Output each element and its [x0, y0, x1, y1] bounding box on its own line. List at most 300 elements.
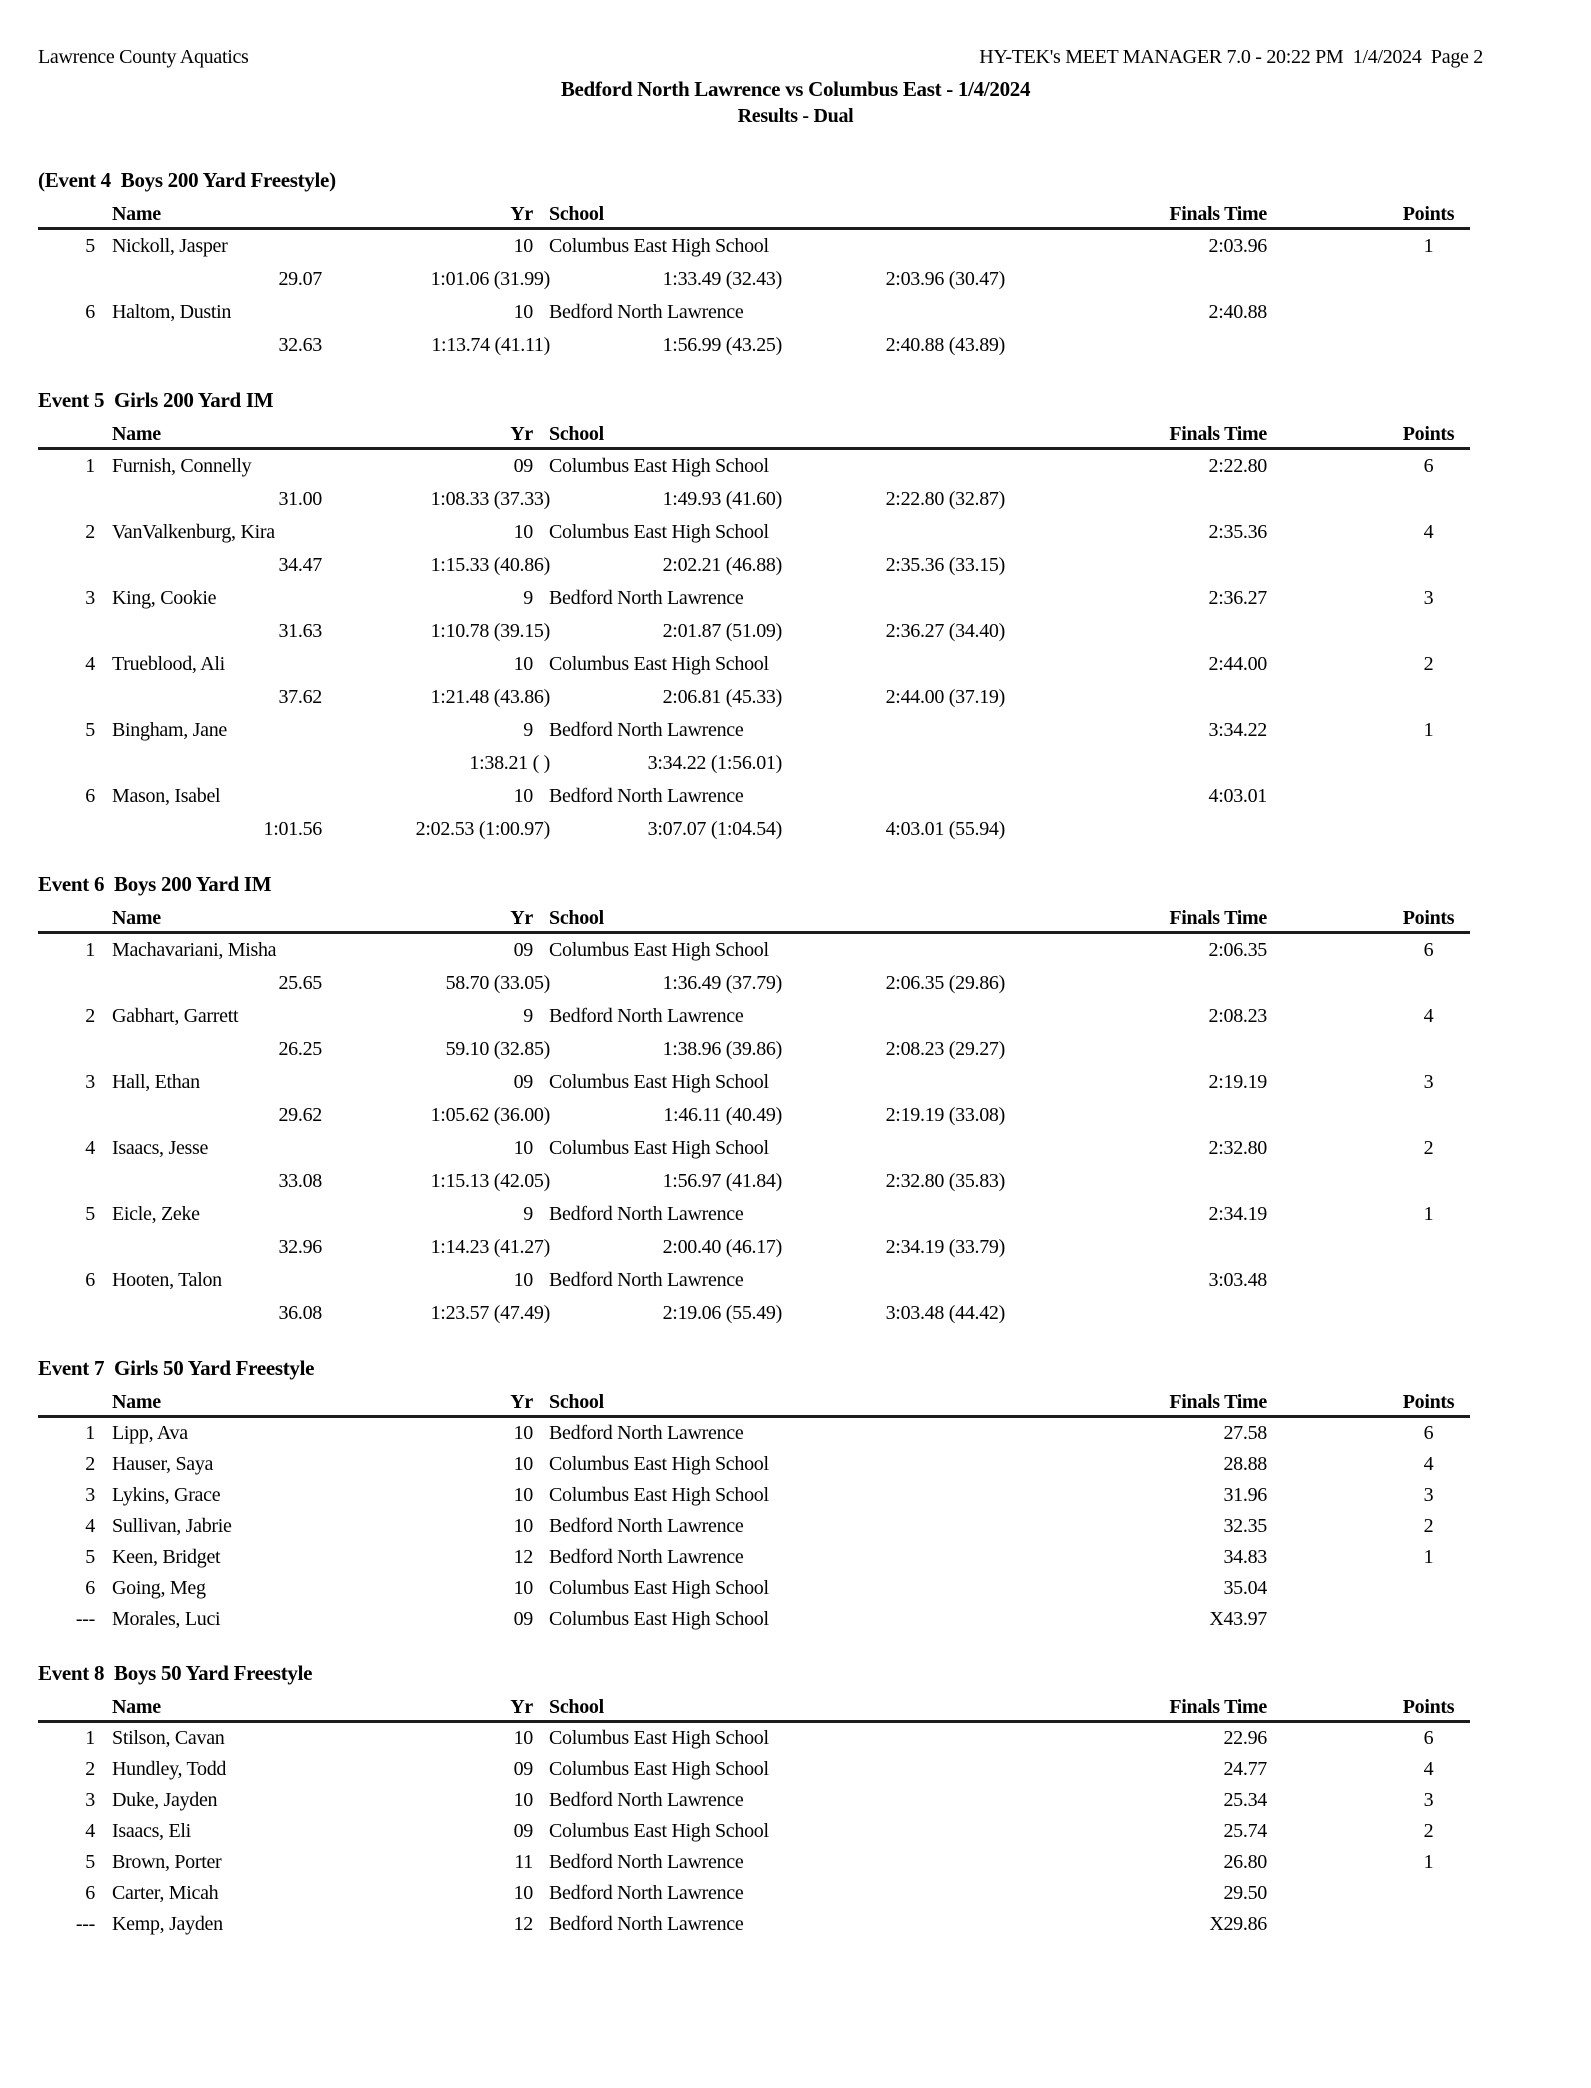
year-cell: 9: [523, 719, 533, 741]
column-header-school: School: [549, 423, 604, 445]
swimmer-name-cell: Sullivan, Jabrie: [112, 1515, 232, 1537]
place-cell: 5: [85, 1851, 95, 1873]
points-cell: 3: [1423, 587, 1434, 609]
finals-time-cell: 2:34.19: [1208, 1203, 1267, 1225]
school-cell: Columbus East High School: [549, 653, 769, 675]
result-row: [38, 1573, 1470, 1604]
points-cell: 6: [1423, 455, 1434, 477]
finals-time-cell: 2:40.88: [1208, 301, 1267, 323]
split-cell: 2:19.19 (33.08): [885, 1104, 1005, 1126]
place-cell: 2: [85, 1005, 95, 1027]
event-section: [38, 1661, 1470, 1940]
finals-time-cell: 3:03.48: [1208, 1269, 1267, 1291]
split-cell: 2:36.27 (34.40): [885, 620, 1005, 642]
result-row: [38, 780, 1470, 813]
finals-time-cell: 24.77: [1223, 1758, 1267, 1780]
year-cell: 09: [513, 1758, 533, 1780]
place-cell: 4: [85, 1137, 95, 1159]
split-cell: 2:06.35 (29.86): [885, 972, 1005, 994]
place-cell: 2: [85, 1758, 95, 1780]
year-cell: 10: [513, 1137, 533, 1159]
event-title: Event 8 Boys 50 Yard Freestyle: [38, 1661, 313, 1685]
splits-row: [38, 813, 1470, 846]
split-cell: 2:02.21 (46.88): [662, 554, 782, 576]
split-cell: 1:46.11 (40.49): [663, 1104, 782, 1126]
split-cell: 1:08.33 (37.33): [430, 488, 550, 510]
result-row: [38, 582, 1470, 615]
split-cell: 3:03.48 (44.42): [885, 1302, 1005, 1324]
year-cell: 9: [523, 1005, 533, 1027]
year-cell: 10: [513, 301, 533, 323]
column-headers: [38, 1692, 1470, 1723]
place-cell: 3: [85, 1484, 95, 1506]
column-headers: [38, 199, 1470, 230]
points-cell: [1267, 780, 1470, 813]
swimmer-name-cell: Lipp, Ava: [112, 1422, 188, 1444]
points-cell: 3: [1423, 1789, 1434, 1811]
swimmer-name-cell: Going, Meg: [112, 1577, 206, 1599]
result-row: [38, 934, 1470, 967]
meet-title: Bedford North Lawrence vs Columbus East - 1/4/2024: [560, 77, 1031, 101]
column-header-name: Name: [112, 203, 161, 225]
column-header-yr: Yr: [510, 423, 533, 445]
school-cell: Columbus East High School: [549, 235, 769, 257]
swimmer-name-cell: Hall, Ethan: [112, 1071, 200, 1093]
finals-time-cell: 2:08.23: [1208, 1005, 1267, 1027]
page-header: [38, 46, 1483, 68]
year-cell: 10: [513, 235, 533, 257]
result-row: [38, 1542, 1470, 1573]
split-cell: 1:15.33 (40.86): [430, 554, 550, 576]
place-cell: 6: [85, 1577, 95, 1599]
school-cell: Columbus East High School: [549, 1071, 769, 1093]
event-title: Event 6 Boys 200 Yard IM: [38, 872, 272, 896]
split-cell: 1:23.57 (47.49): [430, 1302, 550, 1324]
split-cell: 1:05.62 (36.00): [430, 1104, 550, 1126]
split-cell: 1:56.99 (43.25): [662, 334, 782, 356]
result-row: [38, 1723, 1470, 1754]
result-row: [38, 1132, 1470, 1165]
place-cell: ---: [75, 1608, 95, 1630]
place-cell: 1: [85, 1727, 95, 1749]
split-cell: 29.07: [278, 268, 322, 290]
split-cell: 2:19.06 (55.49): [662, 1302, 782, 1324]
finals-time-cell: 25.74: [1223, 1820, 1267, 1842]
column-header-yr: Yr: [510, 203, 533, 225]
place-cell: 4: [85, 1515, 95, 1537]
year-cell: 09: [513, 1071, 533, 1093]
split-cell: 1:10.78 (39.15): [430, 620, 550, 642]
points-cell: 3: [1423, 1071, 1434, 1093]
split-cell: 1:56.97 (41.84): [662, 1170, 782, 1192]
column-headers: [38, 903, 1470, 934]
result-row: [38, 1511, 1470, 1542]
split-cell: 34.47: [278, 554, 322, 576]
place-cell: 6: [85, 1882, 95, 1904]
school-cell: Columbus East High School: [549, 1727, 769, 1749]
split-cell: 2:40.88 (43.89): [885, 334, 1005, 356]
result-row: [38, 1909, 1470, 1940]
place-cell: 5: [85, 1546, 95, 1568]
splits-row: [38, 483, 1470, 516]
year-cell: 10: [513, 1882, 533, 1904]
result-row: [38, 1785, 1470, 1816]
year-cell: 10: [513, 653, 533, 675]
split-cell: 1:21.48 (43.86): [430, 686, 550, 708]
year-cell: 10: [513, 1269, 533, 1291]
split-cell: 59.10 (32.85): [445, 1038, 550, 1060]
swimmer-name-cell: Stilson, Cavan: [112, 1727, 225, 1749]
column-header-finals-time: Finals Time: [1169, 423, 1267, 445]
result-row: [38, 1418, 1470, 1449]
split-cell: 1:38.96 (39.86): [662, 1038, 782, 1060]
result-row: [38, 1066, 1470, 1099]
swimmer-name-cell: Hooten, Talon: [112, 1269, 222, 1291]
year-cell: 11: [514, 1851, 533, 1873]
finals-time-cell: 26.80: [1223, 1851, 1267, 1873]
points-cell: 2: [1423, 1137, 1434, 1159]
year-cell: 09: [513, 1608, 533, 1630]
points-cell: [1267, 1604, 1470, 1635]
split-cell: 1:36.49 (37.79): [662, 972, 782, 994]
place-cell: 3: [85, 1789, 95, 1811]
result-row: [38, 1816, 1470, 1847]
split-cell: [782, 747, 1005, 780]
split-cell: 2:44.00 (37.19): [885, 686, 1005, 708]
school-cell: Bedford North Lawrence: [549, 1913, 744, 1935]
place-cell: 4: [85, 653, 95, 675]
points-cell: 6: [1423, 1422, 1434, 1444]
split-cell: 31.63: [278, 620, 322, 642]
points-cell: 1: [1423, 235, 1434, 257]
year-cell: 12: [513, 1546, 533, 1568]
splits-row: [38, 1099, 1470, 1132]
event-section: [38, 388, 1470, 846]
organization-name: Lawrence County Aquatics: [38, 46, 249, 68]
event-section: [38, 1356, 1470, 1635]
place-cell: 4: [85, 1820, 95, 1842]
split-cell: 1:15.13 (42.05): [430, 1170, 550, 1192]
year-cell: 10: [513, 785, 533, 807]
finals-time-cell: 31.96: [1223, 1484, 1267, 1506]
split-cell: 2:03.96 (30.47): [885, 268, 1005, 290]
split-cell: 2:22.80 (32.87): [885, 488, 1005, 510]
splits-row: [38, 967, 1470, 1000]
swimmer-name-cell: Morales, Luci: [112, 1608, 221, 1630]
splits-row: [38, 1231, 1470, 1264]
split-cell: 2:08.23 (29.27): [885, 1038, 1005, 1060]
swimmer-name-cell: Lykins, Grace: [112, 1484, 221, 1506]
school-cell: Columbus East High School: [549, 521, 769, 543]
year-cell: 10: [513, 1727, 533, 1749]
points-cell: 1: [1423, 719, 1434, 741]
school-cell: Bedford North Lawrence: [549, 587, 744, 609]
column-header-yr: Yr: [510, 1391, 533, 1413]
swimmer-name-cell: Bingham, Jane: [112, 719, 227, 741]
finals-time-cell: X43.97: [1209, 1608, 1267, 1630]
column-header-points: Points: [1402, 1391, 1455, 1413]
report-subtitle: Results - Dual: [737, 105, 854, 127]
year-cell: 12: [513, 1913, 533, 1935]
school-cell: Bedford North Lawrence: [549, 1546, 744, 1568]
column-header-finals-time: Finals Time: [1169, 1391, 1267, 1413]
school-cell: Columbus East High School: [549, 1820, 769, 1842]
place-cell: 2: [85, 1453, 95, 1475]
year-cell: 9: [523, 587, 533, 609]
finals-time-cell: 22.96: [1223, 1727, 1267, 1749]
place-cell: 3: [85, 587, 95, 609]
school-cell: Bedford North Lawrence: [549, 1515, 744, 1537]
result-row: [38, 1449, 1470, 1480]
finals-time-cell: 29.50: [1223, 1882, 1267, 1904]
column-header-points: Points: [1402, 203, 1455, 225]
split-cell: 2:02.53 (1:00.97): [415, 818, 550, 840]
school-cell: Bedford North Lawrence: [549, 1005, 744, 1027]
year-cell: 09: [513, 455, 533, 477]
split-cell: 1:01.56: [263, 818, 322, 840]
place-cell: 2: [85, 521, 95, 543]
column-header-school: School: [549, 907, 604, 929]
finals-time-cell: 34.83: [1223, 1546, 1267, 1568]
place-cell: 3: [85, 1071, 95, 1093]
splits-row: [38, 1033, 1470, 1066]
points-cell: [1267, 1878, 1470, 1909]
place-cell: 6: [85, 1269, 95, 1291]
column-headers: [38, 419, 1470, 450]
finals-time-cell: 3:34.22: [1208, 719, 1267, 741]
place-cell: 6: [85, 301, 95, 323]
column-header-name: Name: [112, 1696, 161, 1718]
split-cell: 1:01.06 (31.99): [430, 268, 550, 290]
finals-time-cell: 2:36.27: [1208, 587, 1267, 609]
finals-time-cell: 4:03.01: [1208, 785, 1267, 807]
points-cell: 6: [1423, 939, 1434, 961]
split-cell: 3:34.22 (1:56.01): [647, 752, 782, 774]
finals-time-cell: 27.58: [1223, 1422, 1267, 1444]
place-cell: 1: [85, 939, 95, 961]
split-cell: 1:13.74 (41.11): [431, 334, 550, 356]
column-header-finals-time: Finals Time: [1169, 907, 1267, 929]
split-cell: 25.65: [278, 972, 322, 994]
split-cell: 33.08: [278, 1170, 322, 1192]
result-row: [38, 714, 1470, 747]
column-header-name: Name: [112, 907, 161, 929]
points-cell: 3: [1423, 1484, 1434, 1506]
column-header-points: Points: [1402, 423, 1455, 445]
finals-time-cell: 2:32.80: [1208, 1137, 1267, 1159]
results-page: [0, 46, 1591, 1940]
split-cell: [38, 747, 322, 780]
split-cell: 2:01.87 (51.09): [662, 620, 782, 642]
split-cell: 2:32.80 (35.83): [885, 1170, 1005, 1192]
column-header-name: Name: [112, 423, 161, 445]
split-cell: 32.63: [278, 334, 322, 356]
split-cell: 58.70 (33.05): [445, 972, 550, 994]
school-cell: Columbus East High School: [549, 939, 769, 961]
swimmer-name-cell: VanValkenburg, Kira: [112, 521, 275, 543]
column-header-name: Name: [112, 1391, 161, 1413]
split-cell: 32.96: [278, 1236, 322, 1258]
place-cell: 5: [85, 235, 95, 257]
swimmer-name-cell: King, Cookie: [112, 587, 217, 609]
swimmer-name-cell: Duke, Jayden: [112, 1789, 218, 1811]
splits-row: [38, 263, 1470, 296]
year-cell: 9: [523, 1203, 533, 1225]
result-row: [38, 1000, 1470, 1033]
school-cell: Columbus East High School: [549, 455, 769, 477]
splits-row: [38, 549, 1470, 582]
column-header-school: School: [549, 203, 604, 225]
column-header-school: School: [549, 1696, 604, 1718]
place-cell: 6: [85, 785, 95, 807]
swimmer-name-cell: Carter, Micah: [112, 1882, 219, 1904]
split-cell: 36.08: [278, 1302, 322, 1324]
finals-time-cell: 28.88: [1223, 1453, 1267, 1475]
year-cell: 09: [513, 1820, 533, 1842]
event-title: Event 7 Girls 50 Yard Freestyle: [38, 1356, 315, 1380]
split-cell: 1:14.23 (41.27): [430, 1236, 550, 1258]
split-cell: 3:07.07 (1:04.54): [647, 818, 782, 840]
year-cell: 09: [513, 939, 533, 961]
event-title: (Event 4 Boys 200 Yard Freestyle): [38, 168, 336, 192]
swimmer-name-cell: Haltom, Dustin: [112, 301, 232, 323]
school-cell: Bedford North Lawrence: [549, 719, 744, 741]
swimmer-name-cell: Hauser, Saya: [112, 1453, 214, 1475]
event-section: [38, 872, 1470, 1330]
column-header-yr: Yr: [510, 1696, 533, 1718]
result-row: [38, 1604, 1470, 1635]
result-row: [38, 296, 1470, 329]
swimmer-name-cell: Eicle, Zeke: [112, 1203, 200, 1225]
split-cell: 1:33.49 (32.43): [662, 268, 782, 290]
school-cell: Columbus East High School: [549, 1608, 769, 1630]
split-cell: 2:34.19 (33.79): [885, 1236, 1005, 1258]
school-cell: Columbus East High School: [549, 1484, 769, 1506]
result-row: [38, 516, 1470, 549]
column-headers: [38, 1387, 1470, 1418]
points-cell: 4: [1423, 521, 1434, 543]
split-cell: 1:49.93 (41.60): [662, 488, 782, 510]
result-row: [38, 450, 1470, 483]
result-row: [38, 1198, 1470, 1231]
finals-time-cell: 2:19.19: [1208, 1071, 1267, 1093]
place-cell: 5: [85, 1203, 95, 1225]
school-cell: Bedford North Lawrence: [549, 1882, 744, 1904]
points-cell: 4: [1423, 1758, 1434, 1780]
place-cell: 1: [85, 1422, 95, 1444]
points-cell: 4: [1423, 1453, 1434, 1475]
split-cell: 29.62: [278, 1104, 322, 1126]
column-header-finals-time: Finals Time: [1169, 203, 1267, 225]
split-cell: 2:00.40 (46.17): [662, 1236, 782, 1258]
year-cell: 10: [513, 1789, 533, 1811]
splits-row: [38, 747, 1470, 780]
school-cell: Bedford North Lawrence: [549, 785, 744, 807]
points-cell: 4: [1423, 1005, 1434, 1027]
splits-row: [38, 329, 1470, 362]
finals-time-cell: X29.86: [1209, 1913, 1267, 1935]
points-cell: 2: [1423, 1515, 1434, 1537]
splits-row: [38, 681, 1470, 714]
finals-time-cell: 2:22.80: [1208, 455, 1267, 477]
place-cell: ---: [75, 1913, 95, 1935]
points-cell: [1267, 1909, 1470, 1940]
column-header-yr: Yr: [510, 907, 533, 929]
year-cell: 10: [513, 1453, 533, 1475]
column-header-finals-time: Finals Time: [1169, 1696, 1267, 1718]
points-cell: 2: [1423, 653, 1434, 675]
points-cell: 1: [1423, 1546, 1434, 1568]
swimmer-name-cell: Hundley, Todd: [112, 1758, 227, 1780]
place-cell: 1: [85, 455, 95, 477]
year-cell: 10: [513, 1484, 533, 1506]
result-row: [38, 1264, 1470, 1297]
finals-time-cell: 2:03.96: [1208, 235, 1267, 257]
swimmer-name-cell: Isaacs, Eli: [112, 1820, 191, 1842]
points-cell: [1267, 1264, 1470, 1297]
split-cell: 37.62: [278, 686, 322, 708]
school-cell: Bedford North Lawrence: [549, 1269, 744, 1291]
school-cell: Bedford North Lawrence: [549, 1203, 744, 1225]
splits-row: [38, 615, 1470, 648]
place-cell: 5: [85, 719, 95, 741]
event-title: Event 5 Girls 200 Yard IM: [38, 388, 274, 412]
swimmer-name-cell: Kemp, Jayden: [112, 1913, 223, 1935]
split-cell: 31.00: [278, 488, 322, 510]
column-header-points: Points: [1402, 1696, 1455, 1718]
swimmer-name-cell: Brown, Porter: [112, 1851, 222, 1873]
school-cell: Bedford North Lawrence: [549, 1789, 744, 1811]
events-container: [0, 168, 1591, 1940]
points-cell: 1: [1423, 1203, 1434, 1225]
year-cell: 10: [513, 1422, 533, 1444]
points-cell: 6: [1423, 1727, 1434, 1749]
finals-time-cell: 2:44.00: [1208, 653, 1267, 675]
school-cell: Bedford North Lawrence: [549, 301, 744, 323]
swimmer-name-cell: Furnish, Connelly: [112, 455, 252, 477]
finals-time-cell: 2:35.36: [1208, 521, 1267, 543]
school-cell: Columbus East High School: [549, 1137, 769, 1159]
swimmer-name-cell: Nickoll, Jasper: [112, 235, 228, 257]
points-cell: [1267, 1573, 1470, 1604]
split-cell: 2:35.36 (33.15): [885, 554, 1005, 576]
split-cell: 26.25: [278, 1038, 322, 1060]
result-row: [38, 1480, 1470, 1511]
year-cell: 10: [513, 1515, 533, 1537]
result-row: [38, 230, 1470, 263]
school-cell: Bedford North Lawrence: [549, 1851, 744, 1873]
swimmer-name-cell: Machavariani, Misha: [112, 939, 277, 961]
result-row: [38, 1754, 1470, 1785]
swimmer-name-cell: Mason, Isabel: [112, 785, 221, 807]
points-cell: [1267, 296, 1470, 329]
split-cell: 1:38.21 ( ): [469, 752, 550, 774]
year-cell: 10: [513, 521, 533, 543]
year-cell: 10: [513, 1577, 533, 1599]
school-cell: Bedford North Lawrence: [549, 1422, 744, 1444]
finals-time-cell: 35.04: [1223, 1577, 1267, 1599]
result-row: [38, 1847, 1470, 1878]
event-section: [38, 168, 1470, 362]
finals-time-cell: 2:06.35: [1208, 939, 1267, 961]
swimmer-name-cell: Gabhart, Garrett: [112, 1005, 239, 1027]
column-header-school: School: [549, 1391, 604, 1413]
result-row: [38, 1878, 1470, 1909]
school-cell: Columbus East High School: [549, 1758, 769, 1780]
points-cell: 2: [1423, 1820, 1434, 1842]
report-meta: HY-TEK's MEET MANAGER 7.0 - 20:22 PM 1/4/2024 Page 2: [979, 46, 1483, 68]
swimmer-name-cell: Isaacs, Jesse: [112, 1137, 209, 1159]
